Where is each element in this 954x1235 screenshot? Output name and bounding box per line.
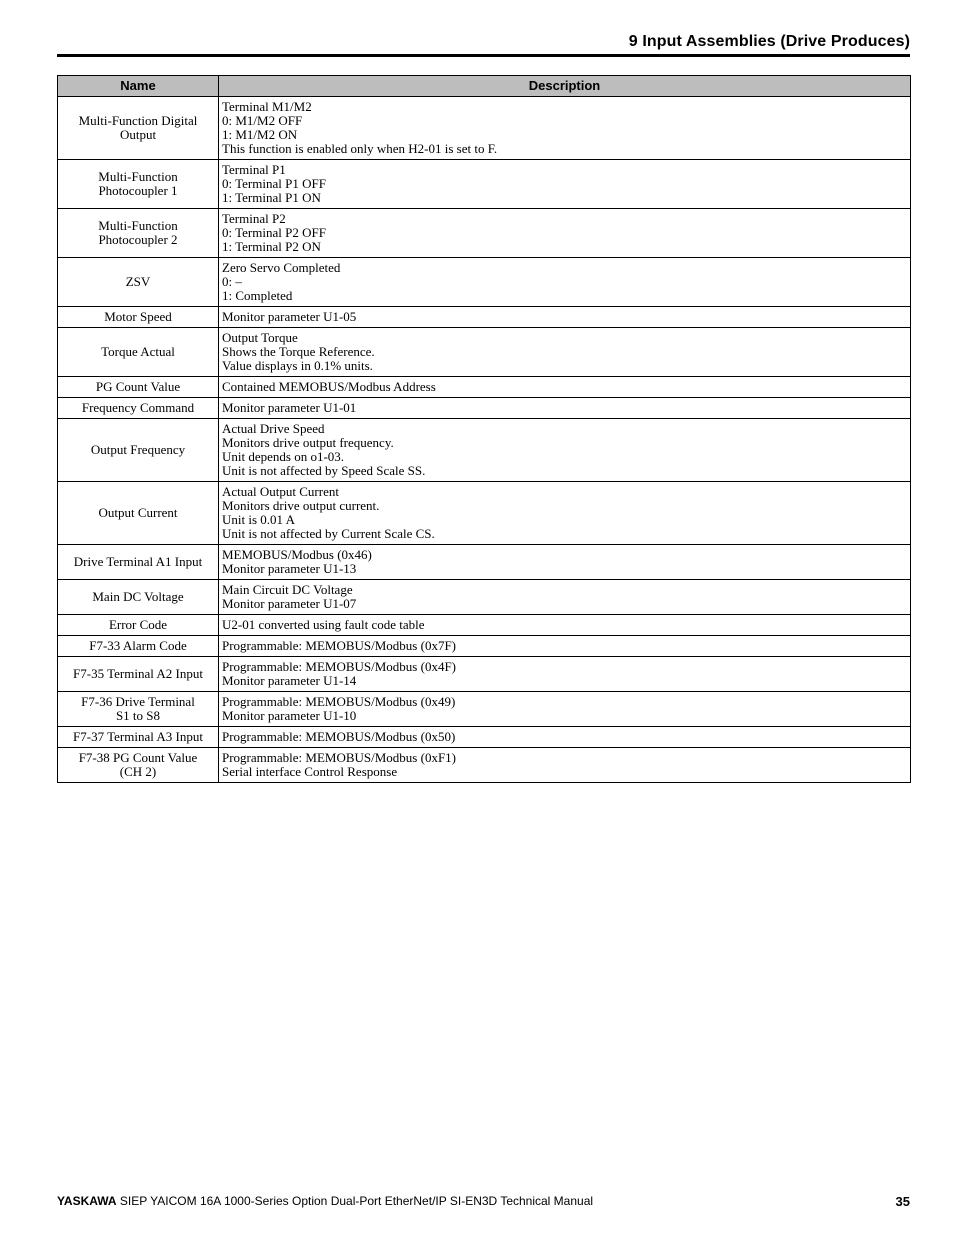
row-description-line: 0: M1/M2 OFF: [222, 113, 303, 128]
row-name-cell: [58, 258, 219, 307]
row-description-line: 1: Terminal P2 ON: [222, 239, 321, 254]
row-name-cell: [58, 580, 219, 615]
column-header-description: Description: [219, 76, 911, 97]
table-row: [58, 580, 911, 615]
row-name-cell: [58, 377, 219, 398]
table-row: [58, 209, 911, 258]
row-description-line: This function is enabled only when H2-01 is set to F.: [222, 141, 498, 156]
row-name-line: Motor Speed: [104, 309, 172, 324]
table-header-row: [58, 76, 911, 97]
row-description-line: Monitor parameter U1-10: [222, 708, 357, 723]
row-name-cell: [58, 209, 219, 258]
row-description-cell: [219, 580, 911, 615]
row-name-cell: [58, 545, 219, 580]
row-description-line: Monitor parameter U1-07: [222, 596, 357, 611]
row-description-cell: [219, 748, 911, 783]
row-name-line: PG Count Value: [95, 379, 181, 394]
row-name-line: Photocoupler 2: [98, 232, 178, 247]
table-row: [58, 328, 911, 377]
page-footer: [57, 1194, 910, 1208]
row-description-line: Terminal P1: [222, 162, 286, 177]
row-name-line: (CH 2): [119, 764, 157, 779]
row-name-cell: [58, 160, 219, 209]
table-row: [58, 636, 911, 657]
table-row: [58, 615, 911, 636]
table-row: [58, 419, 911, 482]
row-name-line: Main DC Voltage: [92, 589, 184, 604]
table-row: [58, 692, 911, 727]
row-name-line: Drive Terminal A1 Input: [73, 554, 203, 569]
input-assemblies-table: [57, 75, 911, 783]
row-name-line: F7-35 Terminal A2 Input: [73, 666, 203, 681]
column-header-name: Name: [58, 76, 219, 97]
row-description-cell: [219, 636, 911, 657]
row-name-cell: [58, 482, 219, 545]
row-description-line: Actual Drive Speed: [222, 421, 325, 436]
table-row: [58, 398, 911, 419]
table-row: [58, 160, 911, 209]
row-name-line: Output Current: [98, 505, 178, 520]
row-name-line: Torque Actual: [101, 344, 175, 359]
row-description-line: 1: M1/M2 ON: [222, 127, 298, 142]
row-description-cell: [219, 482, 911, 545]
row-description-line: 1: Terminal P1 ON: [222, 190, 321, 205]
row-description-line: 0: Terminal P1 OFF: [222, 176, 326, 191]
row-name-line: Frequency Command: [81, 400, 195, 415]
table-row: [58, 748, 911, 783]
table-row: [58, 97, 911, 160]
table-row: [58, 258, 911, 307]
table-row: [58, 482, 911, 545]
row-name-line: F7-33 Alarm Code: [89, 638, 187, 653]
row-description-line: Unit depends on o1-03.: [222, 449, 345, 464]
row-description-cell: [219, 692, 911, 727]
row-description-cell: [219, 97, 911, 160]
row-description-line: U2-01 converted using fault code table: [222, 617, 425, 632]
row-name-line: F7-37 Terminal A3 Input: [73, 729, 203, 744]
row-name-cell: [58, 615, 219, 636]
row-description-cell: [219, 545, 911, 580]
row-description-line: Monitor parameter U1-14: [222, 673, 357, 688]
row-description-line: MEMOBUS/Modbus (0x46): [222, 547, 372, 562]
row-name-line: S1 to S8: [115, 708, 161, 723]
row-name-line: Output Frequency: [90, 442, 186, 457]
row-name-line: Multi-Function: [98, 169, 178, 184]
row-description-cell: [219, 419, 911, 482]
row-description-line: Value displays in 0.1% units.: [222, 358, 373, 373]
row-description-line: Terminal P2: [222, 211, 286, 226]
row-name-line: ZSV: [125, 274, 151, 289]
row-name-line: F7-36 Drive Terminal: [81, 694, 195, 709]
row-name-line: Error Code: [108, 617, 168, 632]
row-name-cell: [58, 307, 219, 328]
row-name-cell: [58, 636, 219, 657]
table-row: [58, 377, 911, 398]
page-number: 35: [895, 1194, 910, 1209]
row-name-cell: [58, 398, 219, 419]
row-description-line: Unit is 0.01 A: [222, 512, 295, 527]
row-description-line: Programmable: MEMOBUS/Modbus (0x4F): [222, 659, 456, 674]
footer-document-title: SIEP YAICOM 16A 1000-Series Option Dual-Port EtherNet/IP SI-EN3D Technical Manual: [116, 1194, 594, 1208]
row-description-cell: [219, 727, 911, 748]
row-description-line: Main Circuit DC Voltage: [222, 582, 353, 597]
row-description-line: 0: Terminal P2 OFF: [222, 225, 326, 240]
row-name-cell: [58, 657, 219, 692]
row-description-line: Programmable: MEMOBUS/Modbus (0x49): [222, 694, 456, 709]
row-description-cell: [219, 209, 911, 258]
row-description-line: Monitors drive output current.: [222, 498, 380, 513]
row-name-cell: [58, 328, 219, 377]
row-name-line: Output: [119, 127, 157, 142]
section-title: 9 Input Assemblies (Drive Produces): [628, 33, 910, 50]
row-description-line: Programmable: MEMOBUS/Modbus (0xF1): [222, 750, 456, 765]
row-description-line: Output Torque: [222, 330, 298, 345]
row-description-line: Monitor parameter U1-01: [222, 400, 357, 415]
row-description-line: Shows the Torque Reference.: [222, 344, 375, 359]
row-description-line: Terminal M1/M2: [222, 99, 312, 114]
row-description-cell: [219, 258, 911, 307]
row-name-cell: [58, 419, 219, 482]
header-rule: [57, 54, 910, 57]
row-description-line: 1: Completed: [222, 288, 293, 303]
row-description-line: Actual Output Current: [222, 484, 339, 499]
row-name-cell: [58, 692, 219, 727]
row-description-line: Programmable: MEMOBUS/Modbus (0x7F): [222, 638, 456, 653]
row-description-line: Serial interface Control Response: [222, 764, 398, 779]
row-name-line: Multi-Function Digital: [78, 113, 198, 128]
footer-brand: YASKAWA: [57, 1194, 117, 1208]
row-description-cell: [219, 398, 911, 419]
table-row: [58, 657, 911, 692]
row-name-cell: [58, 727, 219, 748]
row-name-cell: [58, 97, 219, 160]
row-description-cell: [219, 307, 911, 328]
row-description-line: 0: –: [222, 274, 242, 289]
row-name-line: Photocoupler 1: [98, 183, 178, 198]
row-description-line: Programmable: MEMOBUS/Modbus (0x50): [222, 729, 456, 744]
row-description-line: Contained MEMOBUS/Modbus Address: [222, 379, 436, 394]
row-description-line: Unit is not affected by Current Scale CS.: [222, 526, 435, 541]
row-name-line: F7-38 PG Count Value: [78, 750, 198, 765]
row-description-line: Unit is not affected by Speed Scale SS.: [222, 463, 426, 478]
row-description-cell: [219, 657, 911, 692]
row-description-cell: [219, 160, 911, 209]
row-description-line: Monitors drive output frequency.: [222, 435, 394, 450]
row-description-line: Zero Servo Completed: [222, 260, 341, 275]
row-description-cell: [219, 615, 911, 636]
table-row: [58, 727, 911, 748]
row-description-cell: [219, 377, 911, 398]
table-body: [58, 97, 911, 783]
table-row: [58, 307, 911, 328]
row-name-line: Multi-Function: [98, 218, 178, 233]
row-description-line: Monitor parameter U1-13: [222, 561, 357, 576]
row-description-line: Monitor parameter U1-05: [222, 309, 357, 324]
row-name-cell: [58, 748, 219, 783]
row-description-cell: [219, 328, 911, 377]
table-row: [58, 545, 911, 580]
